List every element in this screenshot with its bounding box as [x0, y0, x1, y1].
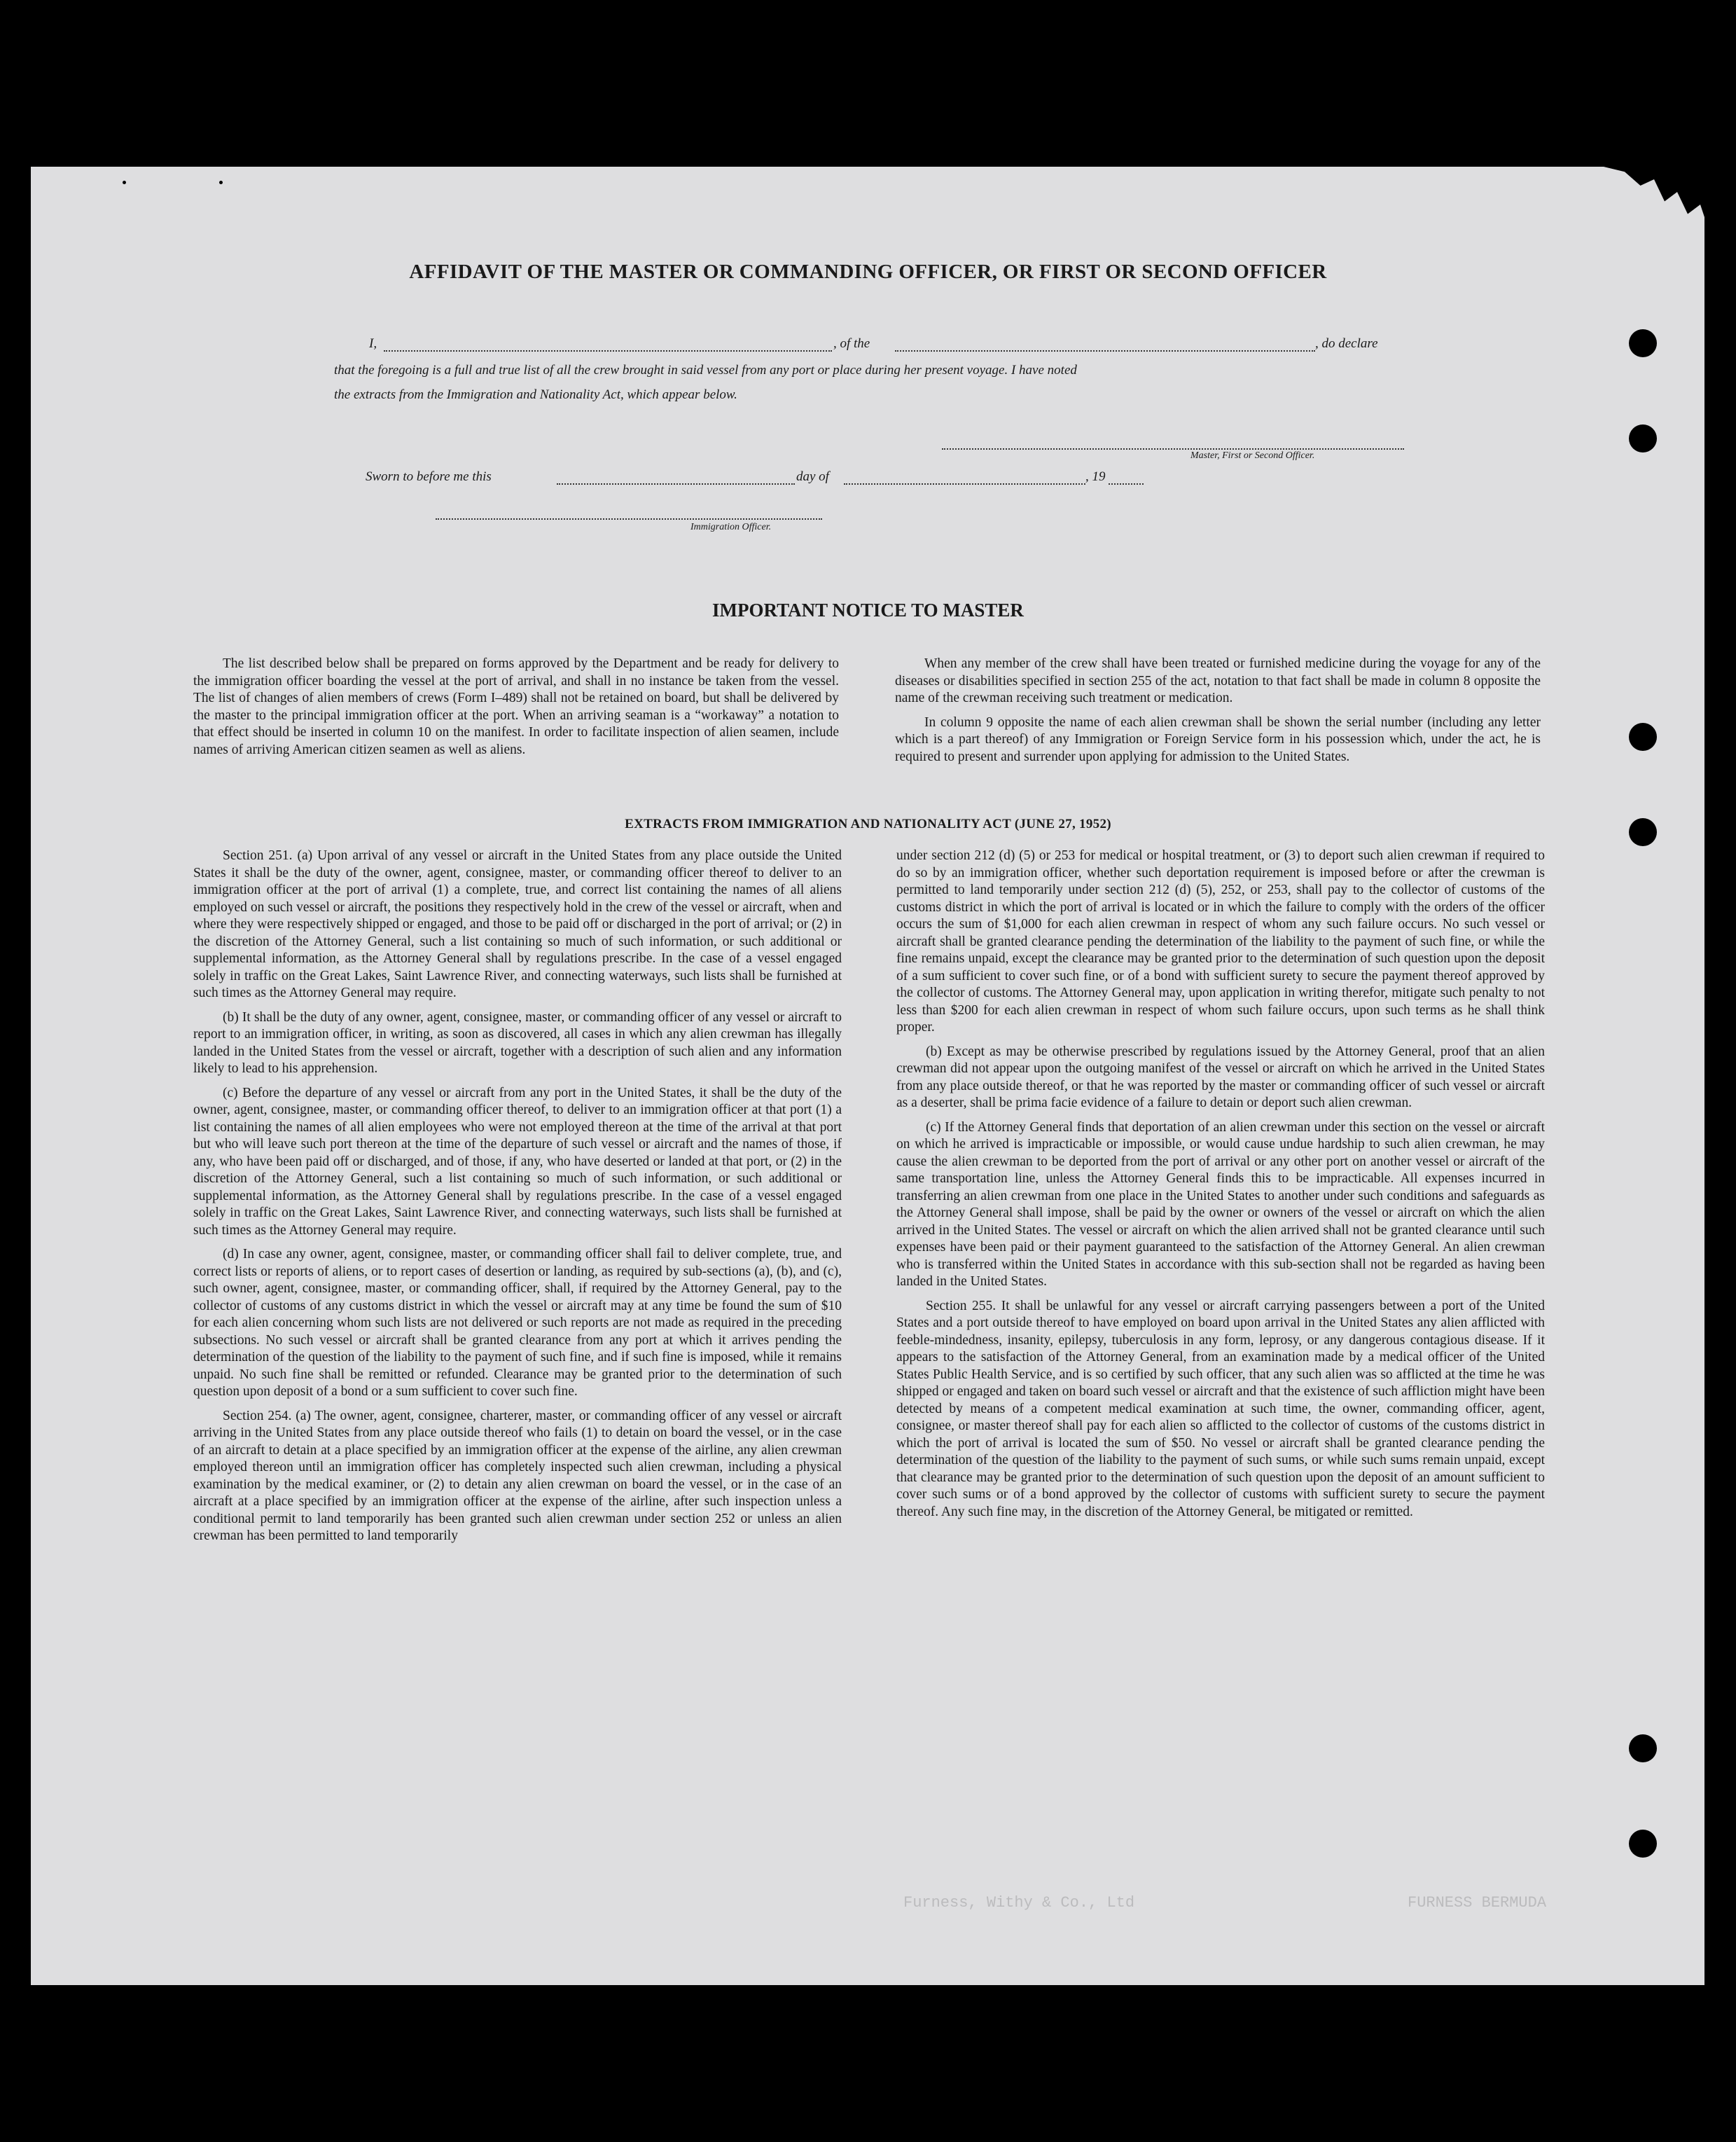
notice-right-paragraph-1: When any member of the crew shall have been treated or furnished medicine during the voyage for any of the diseases or disabilities specified in section 255 of the act, notation to that fact shall be made in column 8 opposite the name of the crewman receiving such treatment or medication. — [895, 656, 1541, 705]
sworn-month-line — [844, 483, 1085, 485]
vessel-fill-line — [895, 350, 1315, 352]
master-caption: Master, First or Second Officer. — [1190, 450, 1315, 461]
declare-of-the: , of the — [833, 336, 870, 351]
declare-i: I, — [369, 336, 377, 351]
officer-signature-line — [436, 518, 822, 520]
punch-hole — [1629, 1830, 1657, 1858]
affidavit-statement-1: that the foregoing is a full and true list of all the crew brought in said vessel from any port or place during her present voyage. I have noted — [334, 363, 1077, 378]
extracts-left-column — [193, 848, 842, 1552]
officer-caption: Immigration Officer. — [690, 522, 772, 532]
section-251-a: Section 251. (a) Upon arrival of any vessel or aircraft in the United States from any place outside the United States it shall be the duty of the owner, agent, consignee, master, or commanding officer thereof to deliver to an immigration officer at the port of arrival (1) a complete, true, and correct list containing the names of all aliens employed on such vessel or aircraft, the positions they respectively hold in the crew of the vessel or aircraft, when and where they were respectively shipped or engaged, and those to be paid off or discharged in the port of arrival; or (2) in the discretion of the Attorney General, such a list containing so much of such information, or such additional or supplemental information, as the Attorney General shall by regulations prescribe. In the case of a vessel engaged solely in traffic on the Great Lakes, Saint Lawrence River, and connecting waterways, such lists shall be furnished at such times as the Attorney General may require. — [193, 848, 842, 1000]
section-251-c: (c) Before the departure of any vessel or aircraft from any port in the United States, it shall be the duty of the owner, agent, consignee, master, or commanding officer thereof, to deliver to an immigration officer at that port (1) a list containing the names of all alien employees who were not employed thereon at the time of the arrival at that port but who will leave such port thereon at the time of the departure of such vessel or aircraft and the names of those, if any, who have been paid off or discharged, and of those, if any, who have deserted or landed at that port, or (2) in the discretion of the Attorney General, such a list containing so much of such information, or such additional or supplemental information, as the Attorney General shall by regulations prescribe. In the case of a vessel engaged solely in traffic on the Great Lakes, Saint Lawrence River, and connecting waterways, such lists shall be furnished at such times as the Attorney General may require. — [193, 1085, 842, 1238]
section-254-a: Section 254. (a) The owner, agent, consignee, charterer, master, or commanding officer of any vessel or aircraft arriving in the United States from any place outside thereof who fails (1) to detain on board the vessel, or in the case of an aircraft to detain at a place specified by an immigration officer at the expense of the airline, any alien crewman employed thereon until an immigration officer has completely inspected such alien crewman, including a physical examination by the medical examiner, or (2) to detain any alien crewman on board the vessel, or in the case of an aircraft at a place specified by an immigration officer at the expense of the airline, after such inspection unless a conditional permit to land temporarily has been granted such alien crewman under section 252 or unless an alien crewman has been permitted to land temporarily — [193, 1408, 842, 1543]
bleed-through-text: FURNESS BERMUDA — [1408, 1894, 1547, 1912]
dust-speck — [219, 181, 223, 184]
affidavit-section — [0, 261, 1736, 284]
notice-section — [0, 600, 1736, 621]
notice-right-column — [895, 656, 1541, 773]
section-251-b: (b) It shall be the duty of any owner, agent, consignee, master, or commanding officer of any vessel or aircraft to report to an immigration officer, in writing, as soon as discovered, all cases in which any alien crewman has illegally landed in the United States from the vessel or aircraft, together with a description of such alien and any information likely to lead to his apprehension. — [193, 1009, 842, 1076]
notice-left-column — [193, 656, 839, 766]
master-signature-line — [942, 448, 1404, 450]
punch-hole — [1629, 424, 1657, 452]
extracts-right-column — [896, 848, 1545, 1528]
punch-hole — [1629, 329, 1657, 357]
sworn-day-line — [557, 483, 795, 485]
name-fill-line — [384, 350, 832, 352]
section-254-b: (b) Except as may be otherwise prescribed by regulations issued by the Attorney General, proof that an alien crewman did not appear upon the outgoing manifest of the vessel or aircraft on which he arrived in the United States from any place outside thereof, or that he was reported by the master or commanding officer of such vessel or aircraft as a deserter, shall be prima facie evidence of a failure to detain or deport such alien crewman. — [896, 1044, 1545, 1110]
section-254-a-continued: under section 212 (d) (5) or 253 for medical or hospital treatment, or (3) to deport such alien crewman if required to do so by an immigration officer, whether such deportation requirement is imposed before or after the crewman is permitted to land temporarily under section 212 (d) (5), 252, or 253, shall pay to the collector of customs of the customs district in which the port of arrival is located or in which the failure to comply with the orders of the officer occurs the sum of $1,000 for each alien crewman in respect of whom any such failure occurs. No such vessel or aircraft shall be granted clearance pending the determination of the liability to the payment of such fine, or while the fine remains unpaid, except the clearance may be granted prior to the determination of such question upon the deposit of a sum sufficient to cover such fine, or of a bond with sufficient surety to secure the payment thereof approved by the collector of customs. The Attorney General may, upon application in writing therefor, mitigate such penalty to not less than $200 for each alien crewman in respect of whom such failure occurs, upon such terms as he shall think proper. — [896, 848, 1545, 1035]
affidavit-statement-2: the extracts from the Immigration and Nationality Act, which appear below. — [334, 387, 737, 402]
year-label: , 19 — [1085, 469, 1106, 484]
notice-right-paragraph-2: In column 9 opposite the name of each alien crewman shall be shown the serial number (including any letter which is a part thereof) of any Immigration or Foreign Service form in his possession which, under the act, he is required to present and surrender upon applying for admission to the United States. — [895, 714, 1541, 764]
sworn-year-line — [1109, 483, 1144, 485]
declare-end: , do declare — [1315, 336, 1378, 351]
day-of-label: day of — [796, 469, 829, 484]
punch-hole — [1629, 723, 1657, 751]
sworn-label: Sworn to before me this — [366, 469, 492, 484]
punch-hole — [1629, 1734, 1657, 1762]
bleed-through-text: Furness, Withy & Co., Ltd — [903, 1894, 1135, 1912]
section-254-c: (c) If the Attorney General finds that deportation of an alien crewman under this section on the vessel or aircraft on which he arrived is impracticable or impossible, or would cause undue hardship to such alien crewman, he may cause the alien crewman to be deported from the port of arrival or any other port on another vessel or aircraft of the same transportation line, unless the Attorney General finds this to be impracticable. All expenses incurred in transferring an alien crewman from one place in the United States to another under such conditions and safeguards as the Attorney General shall impose, shall be paid by the owner or owners of the vessel or aircraft on which the alien arrived in the United States. The vessel or aircraft on which the alien arrived shall not be granted clearance until such expenses have been paid or their payment guaranteed to the satisfaction of the Attorney General. An alien crewman who is transferred within the United States in accordance with this sub-section shall not be regarded as having been landed in the United States. — [896, 1119, 1545, 1289]
section-255: Section 255. It shall be unlawful for any vessel or aircraft carrying passengers between a port of the United States and a port outside thereof to have employed on board upon arrival in the United States any alien afflicted with feeble-mindedness, insanity, epilepsy, tuberculosis in any form, leprosy, or any dangerous contagious disease. If it appears to the satisfaction of the Attorney General, from an examination made by a medical officer of the United States Public Health Service, and is so certified by such officer, that any such alien was so afflicted at the time he was shipped or engaged and taken on board such vessel or aircraft and that the existence of such affliction might have been detected by means of a competent medical examination at such time, the owner, commanding officer, agent, consignee, or master thereof shall pay for each alien so afflicted to the collector of customs of the customs district in which the port of arrival is located the sum of $50. No vessel or aircraft shall be granted clearance pending the determination of the question of the liability to the payment of such sums, or while such sums remain unpaid, except that clearance may be granted prior to the determination of such question upon the deposit of an amount sufficient to cover such sums or of a bond approved by the collector of customs with sufficient surety to secure the payment thereof. Any such fine may, in the discretion of the Attorney General, be mitigated or remitted. — [896, 1298, 1545, 1519]
dust-speck — [123, 181, 126, 184]
section-251-d: (d) In case any owner, agent, consignee, master, or commanding officer shall fail to deliver complete, true, and correct lists or reports of aliens, or to report cases of desertion or landing, as required by sub-sections (a), (b), and (c), such owner, agent, consignee, master, or commanding officer, shall, if required by the Attorney General, pay to the collector of customs of any customs district in which the vessel or aircraft may at any time be found the sum of $10 for each alien concerning whom such lists are not delivered or such reports are not made as required in the preceding subsections. No such vessel or aircraft shall be granted clearance from any port at which it arrives pending the determination of the question of the liability to the payment of such fine, and if such fine is imposed, while it remains unpaid. No such fine shall be remitted or refunded. Clearance may be granted prior to the determination of such question upon deposit of a bond or a sum sufficient to cover such fine. — [193, 1247, 842, 1399]
extracts-title: EXTRACTS FROM IMMIGRATION AND NATIONALITY ACT (JUNE 27, 1952) — [625, 817, 1111, 831]
notice-left-paragraph: The list described below shall be prepared on forms approved by the Department and be ready for delivery to the immigration officer boarding the vessel at the port of arrival, and shall in no instance be taken from the vessel. The list of changes of alien members of crews (Form I–489) shall not be retained on board, but shall be delivered by the master to the principal immigration officer at the port. When an arriving seaman is a “workaway” a notation to that effect should be inserted in column 10 on the manifest. In order to facilitate inspection of alien seamen, include names of arriving American citizen seamen as well as aliens. — [193, 656, 839, 757]
affidavit-title: AFFIDAVIT OF THE MASTER OR COMMANDING OFFICER, OR FIRST OR SECOND OFFICER — [409, 261, 1327, 283]
notice-title: IMPORTANT NOTICE TO MASTER — [712, 600, 1024, 621]
extracts-section — [0, 817, 1736, 832]
